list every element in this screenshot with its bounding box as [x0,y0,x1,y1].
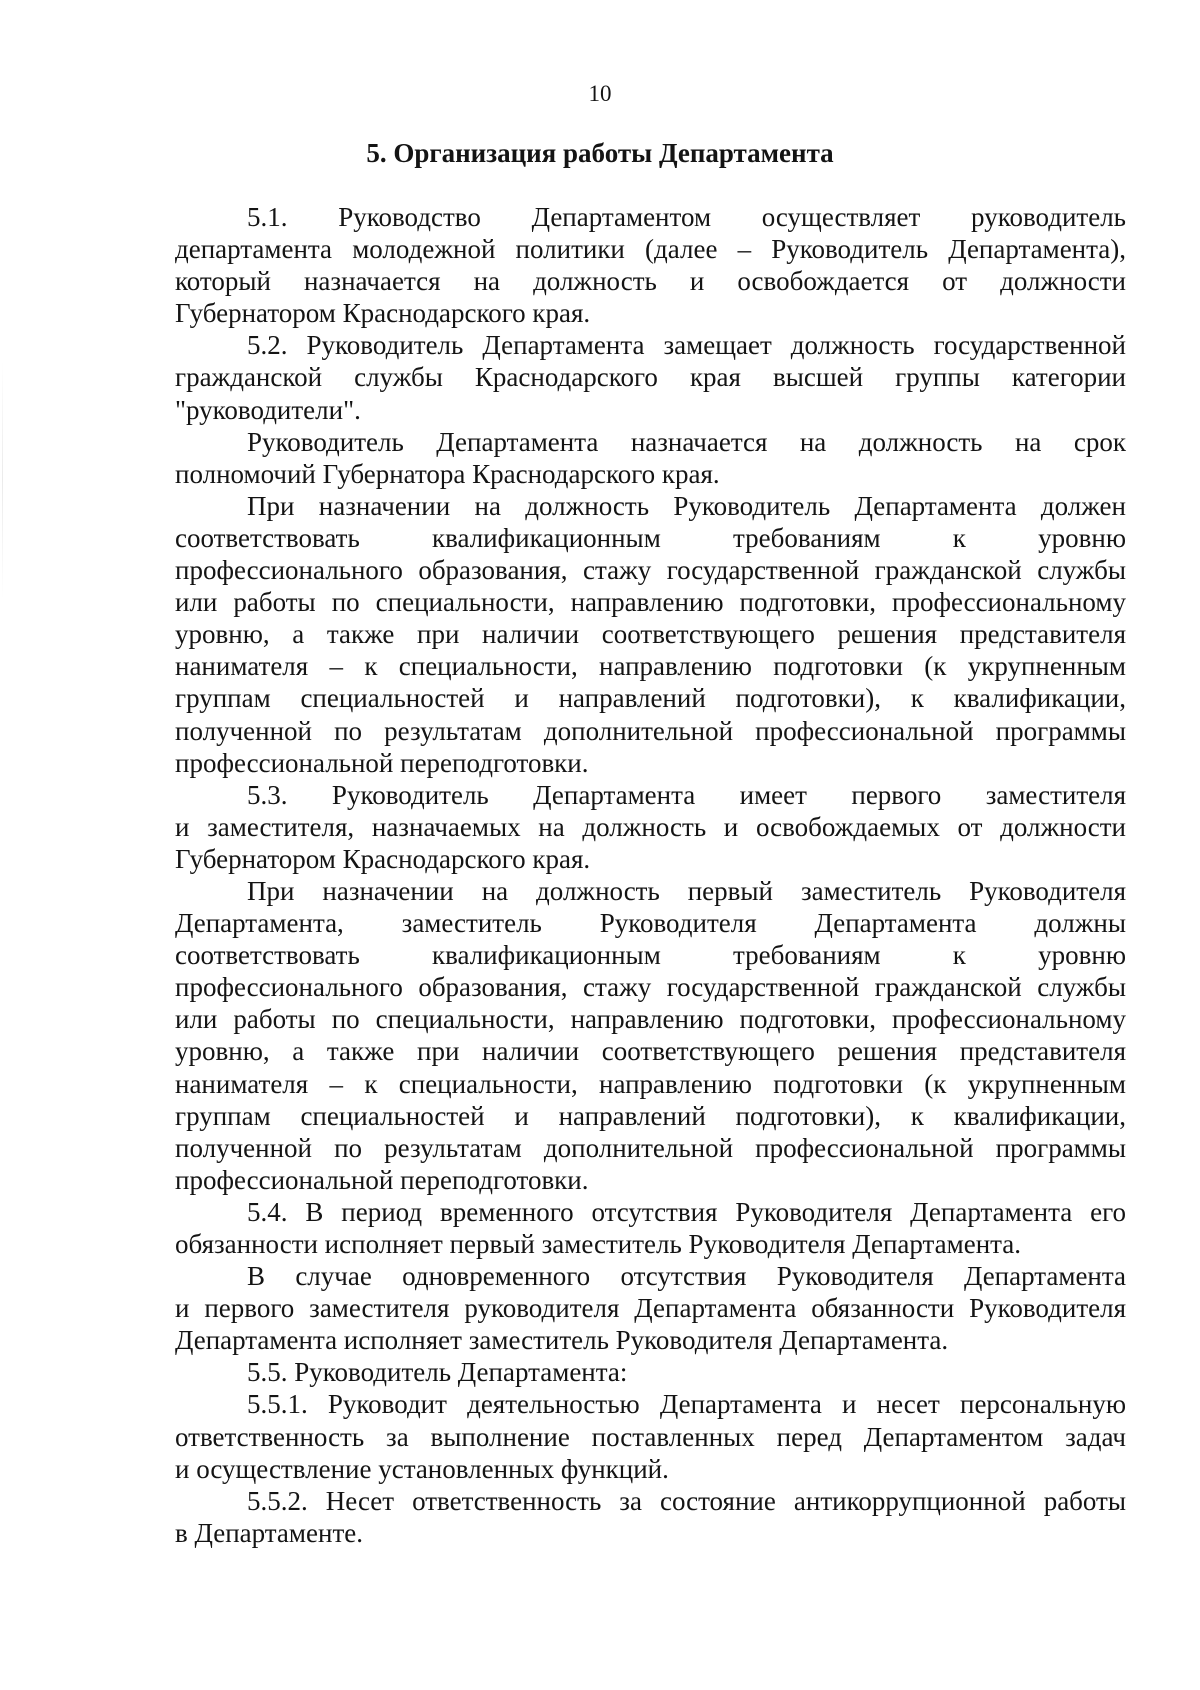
page-number: 10 [588,81,612,106]
text-line: соответствовать квалификационным требованиям к уровню [175,940,1126,971]
text-line: департамента молодежной политики (далее – Руководитель Департамента), [175,234,1126,265]
text-line: уровню, а также при наличии соответствующего решения представителя [175,619,1126,650]
text-line: и заместителя, назначаемых на должность и освобождаемых от должности [175,811,1126,842]
text-line: Губернатором Краснодарского края. [175,843,591,874]
text-line: 5.2. Руководитель Департамента замещает должность государственной [247,330,1126,361]
text-line: профессиональной переподготовки. [175,747,589,778]
text-line: который назначается на должность и освобождается от должности [175,266,1126,297]
text-line: полномочий Губернатора Краснодарского края. [175,458,720,489]
text-line: группам специальностей и направлений подготовки), к квалификации, [175,683,1126,714]
text-line: ответственность за выполнение поставленных перед Департаментом задач [175,1421,1126,1452]
text-line: полученной по результатам дополнительной профессиональной программы [175,1132,1126,1163]
text-line: профессионального образования, стажу государственной гражданской службы [175,555,1126,586]
text-line: 5.5. Руководитель Департамента: [247,1357,628,1388]
text-line: или работы по специальности, направлению подготовки, профессиональному [175,587,1126,618]
text-line: профессионального образования, стажу государственной гражданской службы [175,972,1126,1003]
text-line: 5.4. В период временного отсутствия Руководителя Департамента его [247,1196,1126,1227]
text-line: 5.5.2. Несет ответственность за состояние антикоррупционной работы [247,1485,1126,1516]
text-line: нанимателя – к специальности, направлению подготовки (к укрупненным [175,651,1126,682]
text-line: 5.5.1. Руководит деятельностью Департамента и несет персональную [247,1389,1126,1420]
text-line: полученной по результатам дополнительной профессиональной программы [175,715,1126,746]
text-line: При назначении на должность первый заместитель Руководителя [247,875,1126,906]
text-line: Департамента, заместитель Руководителя Департамента должны [175,908,1126,939]
text-line: Губернатором Краснодарского края. [175,298,591,329]
text-line: и осуществление установленных функций. [175,1453,669,1484]
text-line: группам специальностей и направлений подготовки), к квалификации, [175,1100,1126,1131]
body-text [175,201,1126,1549]
text-line: соответствовать квалификационным требованиям к уровню [175,522,1126,553]
text-line: уровню, а также при наличии соответствующего решения представителя [175,1036,1126,1067]
text-line: нанимателя – к специальности, направлению подготовки (к укрупненным [175,1068,1126,1099]
text-line: При назначении на должность Руководитель Департамента должен [247,490,1126,521]
text-line: Руководитель Департамента назначается на должность на срок [247,426,1126,457]
text-line: в Департаменте. [175,1517,363,1548]
text-line: Департамента исполняет заместитель Руководителя Департамента. [175,1325,949,1356]
text-line: В случае одновременного отсутствия Руководителя Департамента [247,1261,1126,1292]
text-line: "руководители". [175,394,361,425]
text-line: и первого заместителя руководителя Департамента обязанности Руководителя [175,1293,1126,1324]
scan-edge-artifact [2,360,3,600]
text-line: 5.1. Руководство Департаментом осуществляет руководитель [247,202,1126,232]
text-line: обязанности исполняет первый заместитель Руководителя Департамента. [175,1229,1022,1259]
text-line: или работы по специальности, направлению подготовки, профессиональному [175,1004,1126,1035]
section-title: 5. Организация работы Департамента [366,138,834,168]
text-line: профессиональной переподготовки. [175,1164,589,1195]
text-line: 5.3. Руководитель Департамента имеет первого заместителя [247,779,1126,810]
text-line: гражданской службы Краснодарского края высшей группы категории [175,362,1126,393]
